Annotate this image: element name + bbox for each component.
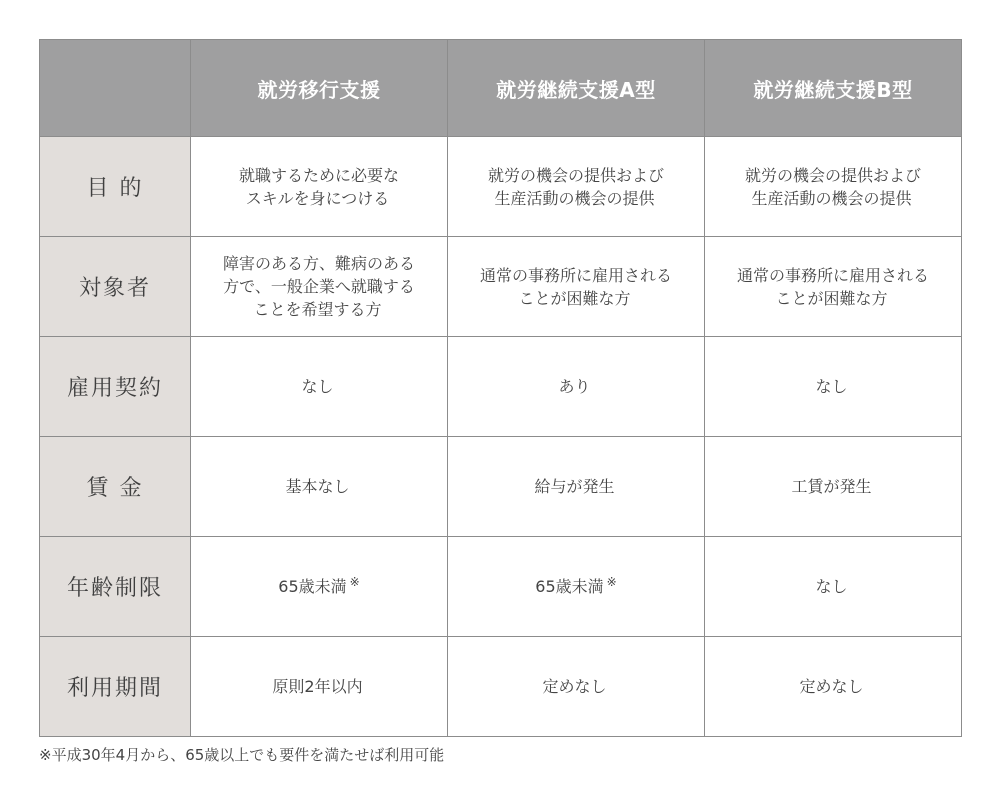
row-header: 目 的: [40, 137, 191, 237]
cell-text: 就職するために必要な スキルを身につける: [238, 165, 399, 208]
cell-text: 給与が発生: [534, 477, 615, 496]
row-header: 利用期間: [40, 637, 191, 737]
table-row-wages: [40, 437, 962, 537]
cell-text: なし: [301, 377, 334, 396]
table-cell: [191, 637, 448, 737]
cell-text: 定めなし: [799, 677, 864, 696]
note-mark: ※: [349, 575, 360, 589]
row-header: 対象者: [40, 237, 191, 337]
header-corner-cell: [40, 40, 191, 137]
table-cell: [705, 237, 962, 337]
cell-text: 通常の事務所に雇用される ことが困難な方: [479, 265, 672, 308]
cell-text: なし: [815, 577, 848, 596]
cell-text: 基本なし: [285, 477, 350, 496]
table-cell: [448, 537, 705, 637]
cell-text: 定めなし: [542, 677, 607, 696]
table-row-usage-period: [40, 637, 962, 737]
table-row-age-limit: [40, 537, 962, 637]
row-header: 年齢制限: [40, 537, 191, 637]
cell-text: 原則2年以内: [272, 677, 363, 696]
table-row-employment-contract: [40, 337, 962, 437]
table-cell: [448, 337, 705, 437]
table-cell: [191, 437, 448, 537]
table-cell: [705, 337, 962, 437]
cell-text: 就労の機会の提供および 生産活動の機会の提供: [487, 165, 664, 208]
comparison-table: [39, 39, 962, 737]
table-cell: [705, 637, 962, 737]
column-header-type-a: 就労継続支援A型: [448, 40, 705, 137]
column-header-transition-support: 就労移行支援: [191, 40, 448, 137]
note-mark: ※: [606, 575, 617, 589]
table-row-target: [40, 237, 962, 337]
table-cell: [705, 137, 962, 237]
row-header: 雇用契約: [40, 337, 191, 437]
cell-text: 工賃が発生: [791, 477, 872, 496]
cell-text: 65歳未満: [535, 577, 604, 596]
table-cell: [448, 437, 705, 537]
table-cell: [191, 337, 448, 437]
table-cell: [448, 137, 705, 237]
table-header-row: [40, 40, 962, 137]
table-cell: [191, 237, 448, 337]
table-cell: [191, 137, 448, 237]
cell-text: あり: [558, 377, 591, 396]
cell-text: 障害のある方、難病のある 方で、一般企業へ就職する ことを希望する方: [222, 254, 415, 319]
cell-text: 65歳未満: [278, 577, 347, 596]
cell-text: 通常の事務所に雇用される ことが困難な方: [736, 265, 929, 308]
cell-text: 就労の機会の提供および 生産活動の機会の提供: [744, 165, 921, 208]
table-cell: [448, 237, 705, 337]
table-cell: [448, 637, 705, 737]
table-row-purpose: [40, 137, 962, 237]
table-cell: [705, 437, 962, 537]
column-header-type-b: 就労継続支援B型: [705, 40, 962, 137]
cell-text: なし: [815, 377, 848, 396]
footnote: ※平成30年4月から、65歳以上でも要件を満たせば利用可能: [39, 746, 445, 764]
row-header: 賃 金: [40, 437, 191, 537]
table-cell: [191, 537, 448, 637]
table-cell: [705, 537, 962, 637]
